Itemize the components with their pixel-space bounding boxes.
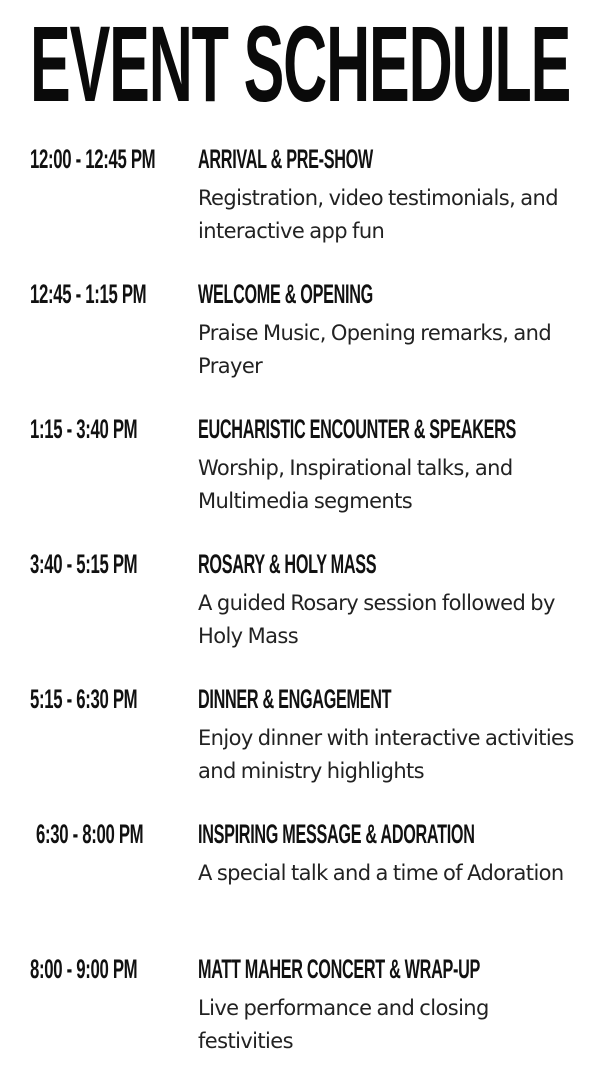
header — [0, 0, 600, 130]
schedule-title: ARRIVAL & PRE-SHOW — [198, 144, 373, 174]
schedule-description: Registration, video testimonials, and interactive app fun — [198, 186, 558, 243]
schedule-item — [0, 948, 600, 1083]
schedule-title: INSPIRING MESSAGE & ADORATION — [198, 819, 475, 849]
schedule-item — [0, 138, 600, 273]
schedule-description: Enjoy dinner with interactive activities and ministry highlights — [198, 726, 574, 783]
page-title: EVENT SCHEDULE — [30, 3, 571, 124]
schedule-time: 5:15 - 6:30 PM — [30, 684, 138, 714]
schedule-time: 6:30 - 8:00 PM — [36, 819, 144, 849]
schedule-description: Live performance and closing festivities — [198, 996, 489, 1053]
schedule-item — [0, 408, 600, 543]
schedule-title: EUCHARISTIC ENCOUNTER & SPEAKERS — [198, 414, 517, 444]
schedule-item — [0, 273, 600, 408]
schedule-time: 3:40 - 5:15 PM — [30, 549, 138, 579]
schedule-description: A guided Rosary session followed by Holy Mass — [198, 591, 555, 648]
schedule-item — [0, 678, 600, 813]
schedule-title: MATT MAHER CONCERT & WRAP-UP — [198, 954, 480, 984]
schedule-time: 1:15 - 3:40 PM — [30, 414, 138, 444]
schedule-list — [0, 138, 600, 1083]
schedule-description: A special talk and a time of Adoration — [198, 861, 564, 885]
schedule-time: 12:45 - 1:15 PM — [30, 279, 147, 309]
schedule-time: 8:00 - 9:00 PM — [30, 954, 138, 984]
schedule-title: DINNER & ENGAGEMENT — [198, 684, 392, 714]
schedule-description: Worship, Inspirational talks, and Multimedia segments — [198, 456, 513, 513]
schedule-title: WELCOME & OPENING — [198, 279, 373, 309]
schedule-item — [0, 813, 600, 948]
schedule-time: 12:00 - 12:45 PM — [30, 144, 156, 174]
schedule-title: ROSARY & HOLY MASS — [198, 549, 377, 579]
schedule-description: Praise Music, Opening remarks, and Prayer — [198, 321, 552, 378]
schedule-item — [0, 543, 600, 678]
